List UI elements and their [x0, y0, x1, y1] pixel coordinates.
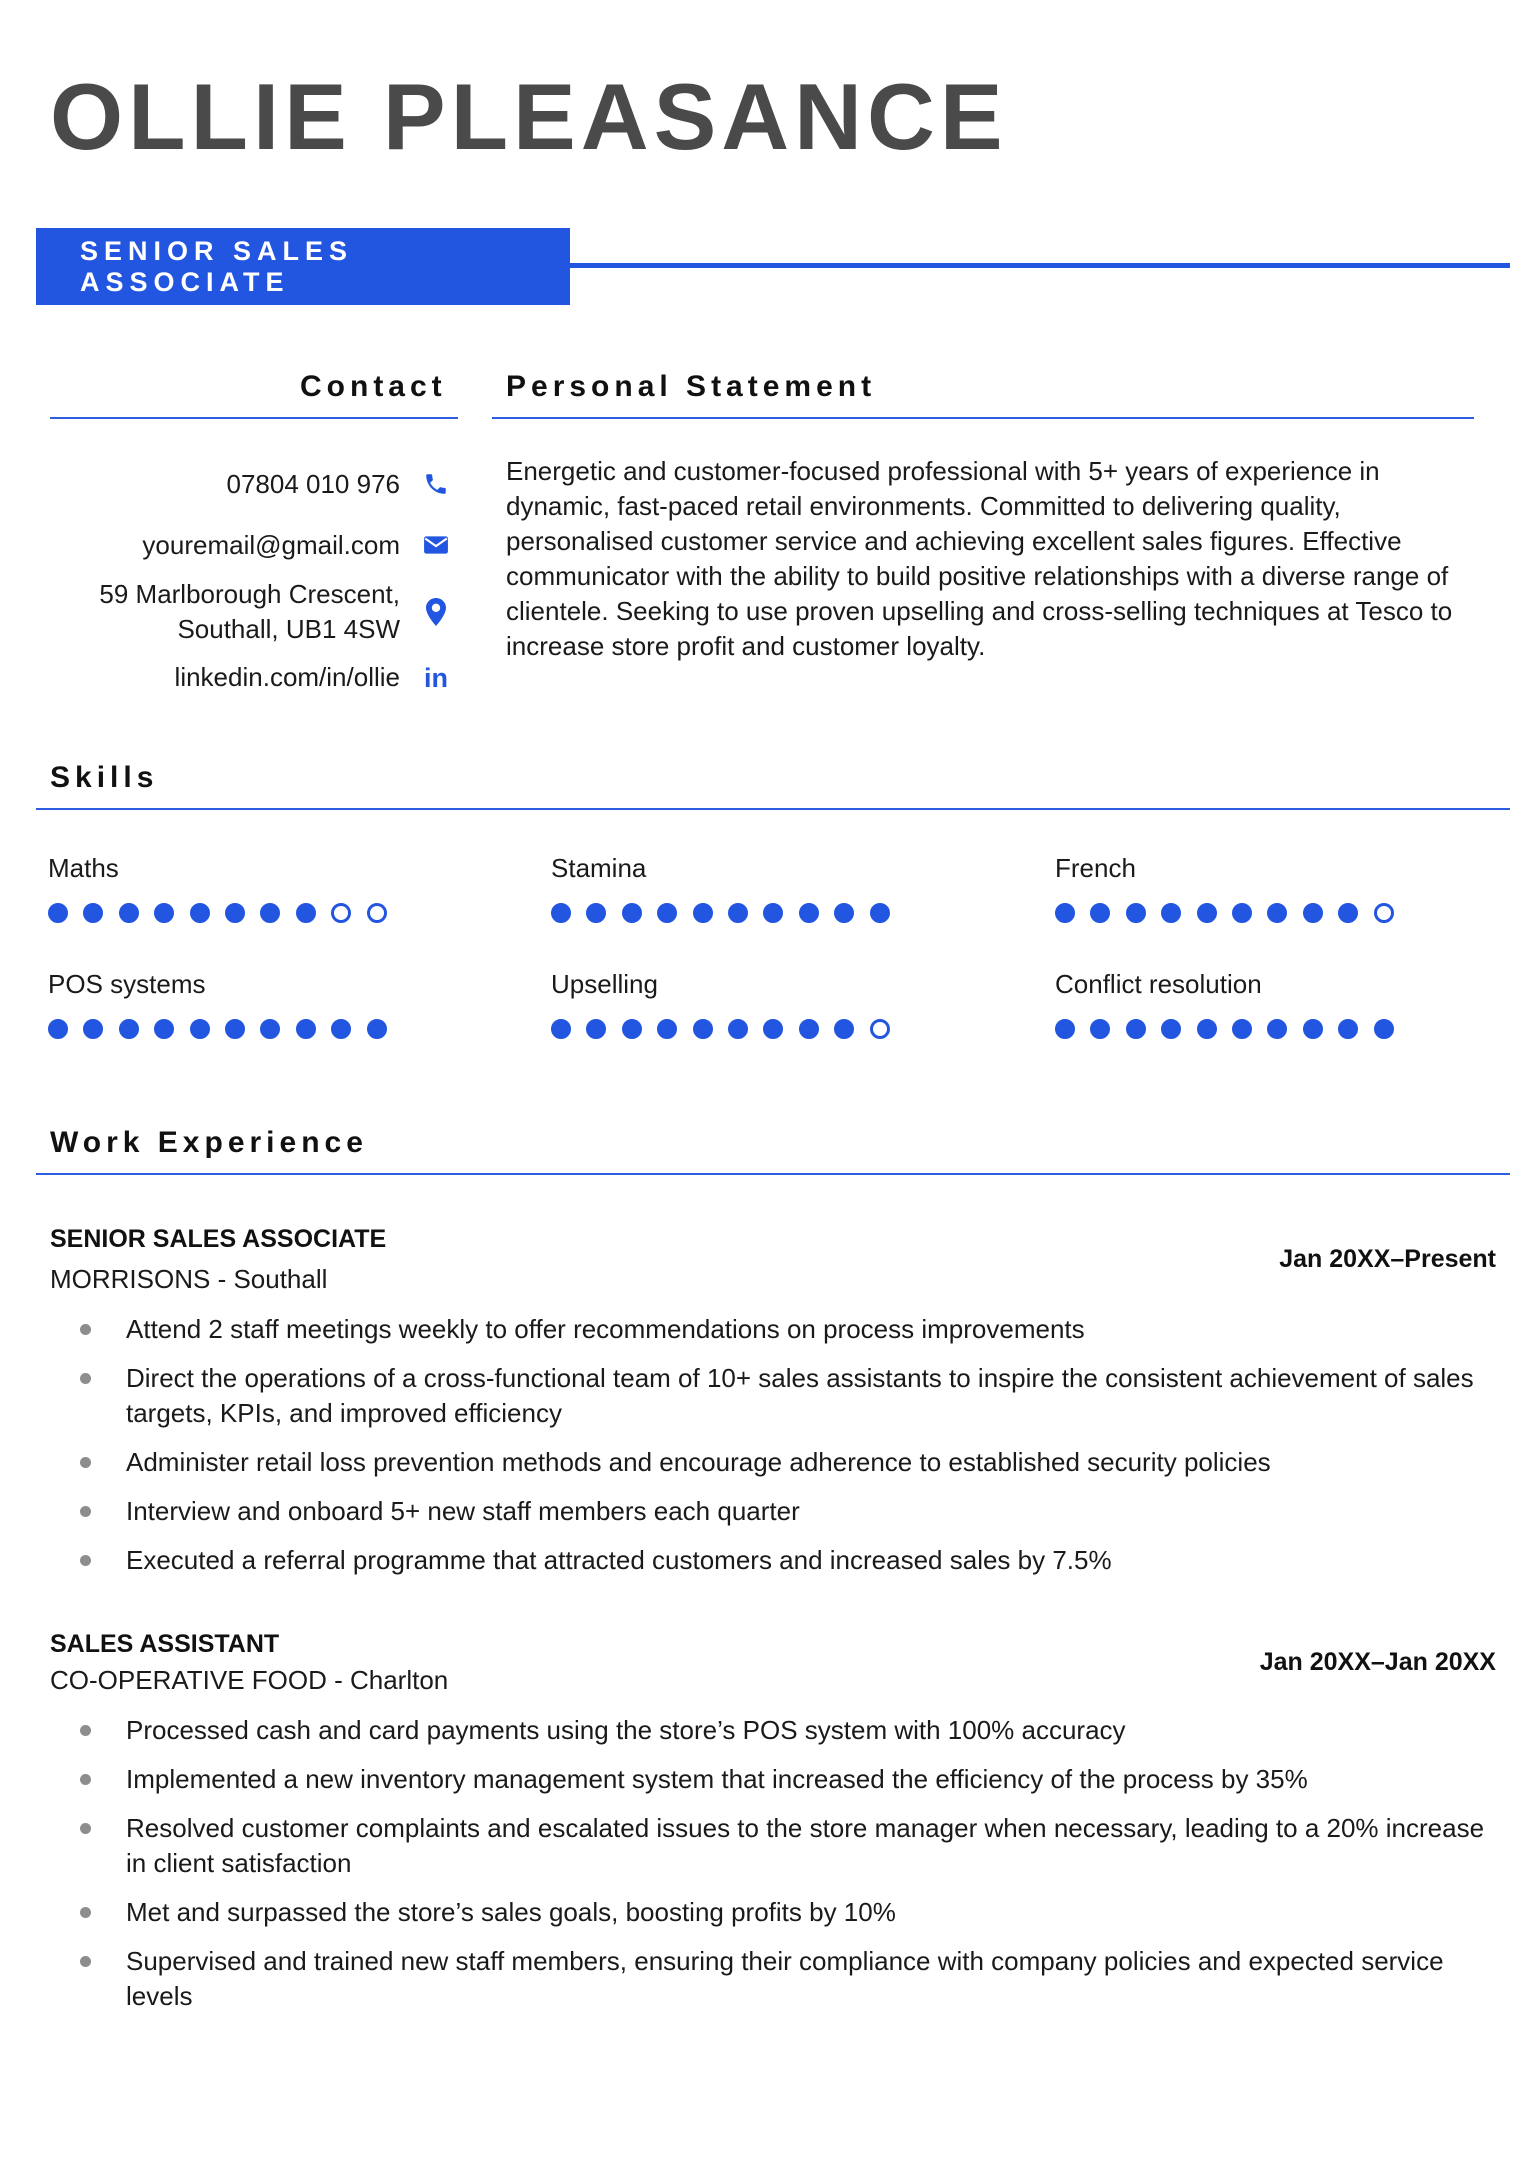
rating-dot-filled — [225, 1019, 245, 1039]
job-company: MORRISONS - Southall — [50, 1264, 328, 1294]
rating-dot-filled — [693, 1019, 713, 1039]
rating-dot-filled — [728, 1019, 748, 1039]
job-bullet — [50, 1445, 1490, 1480]
location-pin-icon — [420, 596, 452, 628]
bullet-icon — [80, 1823, 91, 1834]
job-title: SALES ASSISTANT — [50, 1630, 280, 1658]
rating-dot-filled — [83, 903, 103, 923]
bullet-icon — [80, 1373, 91, 1384]
phone-text: 07804 010 976 — [226, 469, 400, 499]
rating-dot-filled — [48, 903, 68, 923]
rating-dot-filled — [1161, 1019, 1181, 1039]
rating-dot-empty — [367, 903, 387, 923]
job-bullets — [50, 1312, 1490, 1592]
skill-pos-systems — [48, 971, 402, 1039]
bullet-icon — [80, 1774, 91, 1785]
bullet-icon — [80, 1457, 91, 1468]
rating-dot-filled — [48, 1019, 68, 1039]
work-experience-rule — [36, 1173, 1510, 1175]
rating-dot-filled — [154, 903, 174, 923]
linkedin-icon: in — [424, 662, 448, 693]
rating-dot-filled — [1126, 1019, 1146, 1039]
job-bullet — [50, 1361, 1490, 1431]
skill-rating — [48, 903, 402, 923]
rating-dot-filled — [693, 903, 713, 923]
candidate-name: OLLIE PLEASANCE — [50, 64, 1008, 169]
rating-dot-filled — [834, 903, 854, 923]
rating-dot-filled — [1090, 903, 1110, 923]
skill-label: Stamina — [551, 853, 647, 883]
job-bullet — [50, 1543, 1490, 1578]
rating-dot-filled — [260, 903, 280, 923]
rating-dot-filled — [119, 903, 139, 923]
skill-rating — [551, 1019, 905, 1039]
rating-dot-filled — [225, 903, 245, 923]
bullet-icon — [80, 1725, 91, 1736]
rating-dot-filled — [1374, 1019, 1394, 1039]
skill-rating — [1055, 1019, 1409, 1039]
rating-dot-filled — [1161, 903, 1181, 923]
rating-dot-filled — [586, 1019, 606, 1039]
rating-dot-filled — [154, 1019, 174, 1039]
rating-dot-filled — [1267, 903, 1287, 923]
bullet-text: Processed cash and card payments using the store’s POS system with 100% accuracy — [126, 1715, 1126, 1745]
rating-dot-filled — [1197, 1019, 1217, 1039]
rating-dot-filled — [763, 1019, 783, 1039]
rating-dot-filled — [657, 1019, 677, 1039]
skill-label: POS systems — [48, 969, 206, 999]
skills-rule — [36, 808, 1510, 810]
linkedin-text: linkedin.com/in/ollie — [174, 662, 400, 692]
rating-dot-filled — [622, 903, 642, 923]
job-bullet — [50, 1762, 1490, 1797]
rating-dot-filled — [586, 903, 606, 923]
skill-maths — [48, 855, 402, 923]
rating-dot-filled — [83, 1019, 103, 1039]
rating-dot-filled — [1197, 903, 1217, 923]
rating-dot-filled — [1338, 903, 1358, 923]
bullet-icon — [80, 1956, 91, 1967]
job-dates: Jan 20XX–Present — [1279, 1245, 1496, 1273]
contact-phone — [226, 467, 400, 502]
bullet-icon — [80, 1555, 91, 1566]
job-bullet — [50, 1494, 1490, 1529]
skill-upselling — [551, 971, 905, 1039]
rating-dot-filled — [622, 1019, 642, 1039]
rating-dot-filled — [1303, 903, 1323, 923]
email-text: youremail@gmail.com — [142, 530, 400, 560]
rating-dot-filled — [119, 1019, 139, 1039]
personal-statement-text: Energetic and customer-focused professional with 5+ years of experience in dynamic, fast-paced retail environments. Committed to delivering quality, personalised customer service and achieving excellent sales figures. Effective communicator with the ability to build positive relationships with a diverse range of clientele. Seeking to use proven upselling and cross-selling techniques at Tesco to increase store profit and customer loyalty. — [506, 456, 1453, 661]
title-divider — [570, 263, 1510, 268]
bullet-text: Administer retail loss prevention methods and encourage adherence to established security policies — [126, 1447, 1271, 1477]
rating-dot-filled — [799, 903, 819, 923]
skill-french — [1055, 855, 1409, 923]
rating-dot-filled — [1303, 1019, 1323, 1039]
skill-rating — [551, 903, 905, 923]
rating-dot-filled — [1090, 1019, 1110, 1039]
bullet-icon — [80, 1907, 91, 1918]
job-dates: Jan 20XX–Jan 20XX — [1259, 1648, 1496, 1676]
rating-dot-filled — [551, 903, 571, 923]
rating-dot-empty — [1374, 903, 1394, 923]
address-line-2: Southall, UB1 4SW — [177, 614, 400, 644]
rating-dot-filled — [728, 903, 748, 923]
rating-dot-filled — [190, 903, 210, 923]
skill-rating — [48, 1019, 402, 1039]
job-bullet — [50, 1811, 1490, 1881]
contact-heading: Contact — [300, 370, 447, 403]
rating-dot-filled — [296, 903, 316, 923]
job-company: CO-OPERATIVE FOOD - Charlton — [50, 1665, 449, 1695]
contact-linkedin — [175, 660, 400, 695]
job-bullet — [50, 1944, 1490, 2014]
bullet-text: Implemented a new inventory management system that increased the efficiency of the process by 35% — [126, 1764, 1308, 1794]
skill-label: French — [1055, 853, 1136, 883]
rating-dot-filled — [331, 1019, 351, 1039]
rating-dot-filled — [1055, 903, 1075, 923]
bullet-text: Interview and onboard 5+ new staff members each quarter — [126, 1496, 800, 1526]
skill-label: Upselling — [551, 969, 658, 999]
rating-dot-empty — [331, 903, 351, 923]
bullet-text: Executed a referral programme that attracted customers and increased sales by 7.5% — [126, 1545, 1112, 1575]
bullet-icon — [80, 1506, 91, 1517]
address-line-1: 59 Marlborough Crescent, — [99, 579, 400, 609]
rating-dot-filled — [1126, 903, 1146, 923]
work-experience-heading: Work Experience — [50, 1126, 368, 1159]
rating-dot-filled — [1338, 1019, 1358, 1039]
rating-dot-filled — [1267, 1019, 1287, 1039]
rating-dot-filled — [763, 903, 783, 923]
job-bullet — [50, 1895, 1490, 1930]
bullet-text: Supervised and trained new staff members, ensuring their compliance with company policies and expected service levels — [126, 1946, 1444, 2011]
job-title-banner — [36, 228, 570, 305]
job-bullet — [50, 1713, 1490, 1748]
skill-conflict-resolution — [1055, 971, 1409, 1039]
rating-dot-empty — [870, 1019, 890, 1039]
skill-label: Maths — [48, 853, 119, 883]
bullet-text: Attend 2 staff meetings weekly to offer recommendations on process improvements — [126, 1314, 1085, 1344]
rating-dot-filled — [799, 1019, 819, 1039]
bullet-text: Met and surpassed the store’s sales goals, boosting profits by 10% — [126, 1897, 896, 1927]
skill-rating — [1055, 903, 1409, 923]
skill-stamina — [551, 855, 905, 923]
rating-dot-filled — [1232, 903, 1252, 923]
email-icon — [420, 529, 452, 561]
rating-dot-filled — [1055, 1019, 1075, 1039]
contact-rule — [50, 417, 458, 419]
job-bullets — [50, 1713, 1490, 2028]
bullet-text: Resolved customer complaints and escalated issues to the store manager when necessary, leading to a 20% increase in client satisfaction — [126, 1813, 1485, 1878]
rating-dot-filled — [296, 1019, 316, 1039]
rating-dot-filled — [367, 1019, 387, 1039]
phone-icon — [420, 468, 452, 500]
skill-label: Conflict resolution — [1055, 969, 1262, 999]
skills-heading: Skills — [50, 761, 159, 794]
job-title-text: SENIOR SALES ASSOCIATE — [80, 235, 354, 297]
bullet-icon — [80, 1324, 91, 1335]
contact-email — [142, 528, 400, 563]
rating-dot-filled — [190, 1019, 210, 1039]
rating-dot-filled — [870, 903, 890, 923]
personal-statement-heading: Personal Statement — [506, 370, 877, 403]
job-title: SENIOR SALES ASSOCIATE — [50, 1225, 387, 1253]
rating-dot-filled — [834, 1019, 854, 1039]
rating-dot-filled — [260, 1019, 280, 1039]
job-bullet — [50, 1312, 1490, 1347]
rating-dot-filled — [1232, 1019, 1252, 1039]
personal-statement-rule — [492, 417, 1474, 419]
rating-dot-filled — [657, 903, 677, 923]
rating-dot-filled — [551, 1019, 571, 1039]
contact-address — [99, 577, 400, 647]
bullet-text: Direct the operations of a cross-functional team of 10+ sales assistants to inspire the consistent achievement of sales targets, KPIs, and improved efficiency — [126, 1363, 1474, 1428]
